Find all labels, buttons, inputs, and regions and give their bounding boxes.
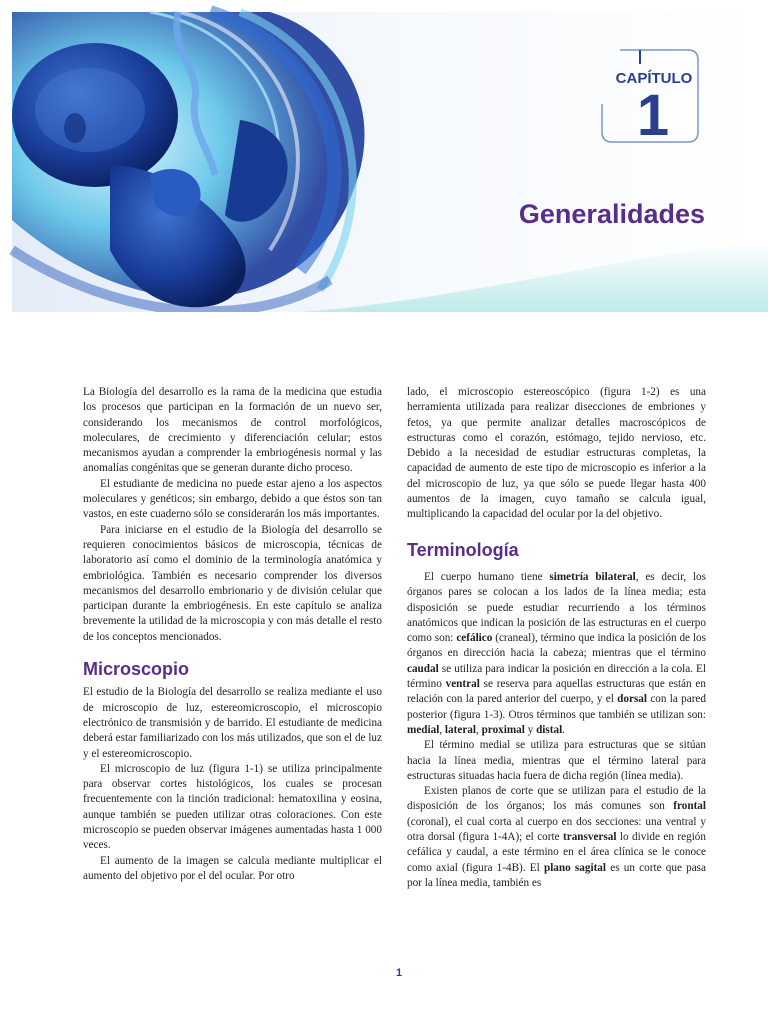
body-paragraph: El microscopio de luz (figura 1-1) se utiliza principalmente para observar cortes histológicos, los cuales se procesan frecuentemente con la tinción tradicional: hematoxilina y eosina, aunque también se pueden utilizar otras coloraciones. Con este microscopio se pueden observar imágenes aumentadas hasta 1 000 veces.: [83, 762, 382, 852]
chapter-number: 1: [636, 83, 670, 148]
terminology-paragraph: El término medial se utiliza para estructuras que se sitúan hacia la línea media, mientras que el término lateral para estructuras situadas hacia fuera de dicha región (línea media).: [407, 739, 706, 782]
chapter-label: CAPÍTULO: [615, 70, 693, 87]
intro-paragraph: La Biología del desarrollo es la rama de la medicina que estudia los procesos que participan en la formación de un nuevo ser, considerando los mecanismos de control morfológicos, moleculares, de crecimiento y diferenciación celular; estos mecanismos ayudan a comprender la embriogénesis normal y las anomalías congénitas que se generan durante dicho proceso.: [83, 386, 382, 475]
term-lateral: lateral: [444, 723, 476, 736]
left-column: [83, 385, 382, 884]
terminology-paragraph: Existen planos de corte que se utilizan para el estudio de la disposición de los órganos; los más comunes son frontal (coronal), el cual corta al cuerpo en dos secciones: una ventral y otra dorsal (figura 1-4A); el corte transversal lo divide en región cefálica y caudal, a este término en el área clínica se le conoce como axial (figura 1-4B). El plano sagital es un corte que pasa por la línea media, también es: [407, 785, 706, 889]
term-simetria-bilateral: simetría bilateral: [549, 570, 636, 583]
section-heading-terminologia: Terminología: [407, 539, 519, 560]
term-distal: distal: [536, 723, 563, 736]
chapter-title: Generalidades: [518, 199, 705, 229]
body-paragraph: El aumento de la imagen se calcula mediante multiplicar el aumento del objetivo por el del ocular. Por otro: [83, 854, 382, 882]
term-plano-sagital: plano sagital: [543, 861, 607, 874]
right-column: [407, 385, 706, 891]
term-proximal: proximal: [481, 723, 525, 736]
term-medial: medial: [407, 723, 440, 736]
intro-paragraph: El estudiante de medicina no puede estar ajeno a los aspectos moleculares y genéticos; sin embargo, debido a que éstos son tan vastos, en este cuaderno sólo se considerarán los más importantes.: [83, 477, 382, 521]
section-heading-microscopio: Microscopio: [83, 659, 190, 680]
chapter-banner: [0, 0, 768, 312]
term-dorsal: dorsal: [617, 693, 648, 706]
body-paragraph: El estudio de la Biología del desarrollo se realiza mediante el uso de microscopio de luz, estereomicroscopio, el microscopio electrónico de transmisión y de barrido. El estudiante de medicina deberá estar familiarizado con los más utilizados, que son el de luz y el estereomicroscopio.: [83, 686, 382, 760]
terminology-paragraph: El cuerpo humano tiene simetría bilateral, es decir, los órganos pares se colocan a los lados de la línea media; esta disposición se puede estudiar recurriendo a los términos anatómicos que indican la posición de las estructuras en el cuerpo como son: cefálico (craneal), término que indica la posición de los órganos en dirección hacia la cabeza; mientras que el término caudal se utiliza para indicar la posición en dirección a la cola. El término ventral se reserva para aquellas estructuras que están en relación con la pared anterior del cuerpo, y el dorsal con la pared posterior (figura 1-3). Otros términos que también se utilizan son: medial, lateral, proximal y distal.: [407, 570, 707, 736]
intro-paragraph: Para iniciarse en el estudio de la Biología del desarrollo se requieren conocimientos básicos de microscopia, técnicas de laboratorio así como el dominio de la terminología anatómica y embriológica. También es necesario comprender los diversos mecanismos del desarrollo embrionario y de división celular que participan durante la embriogénesis. En este capítulo se analiza brevemente la utilidad de la microscopia y con más detalle el resto de los conceptos mencionados.: [83, 523, 382, 643]
term-ventral: ventral: [445, 678, 480, 691]
body-paragraph: lado, el microscopio estereoscópico (figura 1-2) es una herramienta utilizada para realizar disecciones de embriones y fetos, ya que permite analizar detalles macroscópicos de estructuras como el corazón, estómago, tejido nervioso, etc. Debido a la necesidad de estudiar estructuras completas, la capacidad de aumento de este tipo de microscopio es inferior a la del microscopio de luz, ya que sólo se puede llegar hasta 400 aumentos de la imagen, cuyo tamaño se calcula igual, multiplicando la capacidad del ocular por la del objetivo.: [407, 386, 706, 521]
term-caudal: caudal: [407, 662, 439, 675]
term-cefalico: cefálico: [456, 632, 493, 645]
term-transversal: transversal: [563, 831, 617, 844]
term-frontal: frontal: [673, 800, 706, 813]
page-number: 1: [395, 967, 403, 979]
